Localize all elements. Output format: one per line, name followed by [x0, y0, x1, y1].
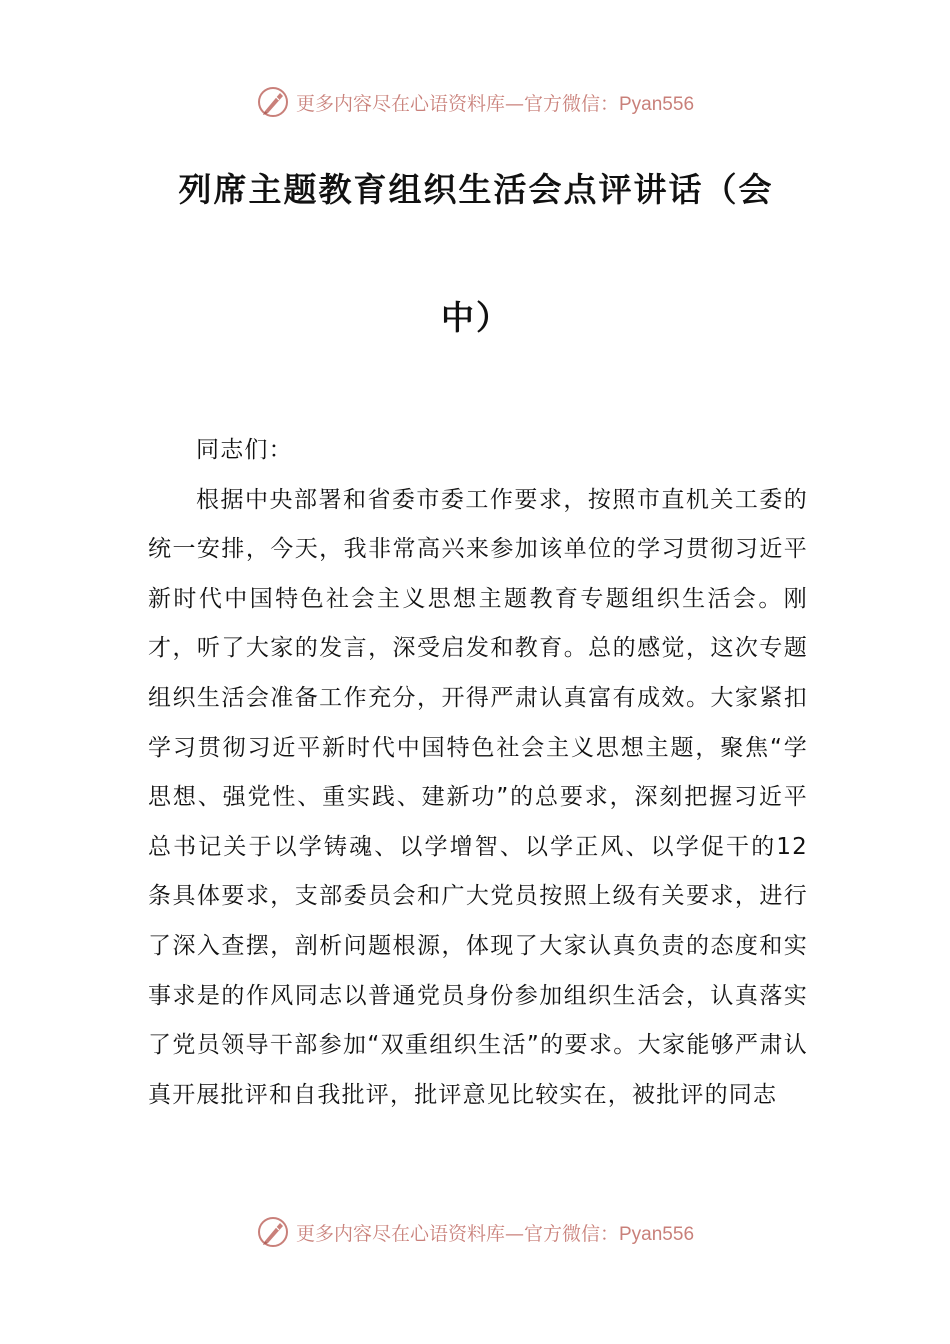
header-watermark — [0, 82, 950, 122]
watermark-label: 官方微信： — [523, 1222, 619, 1245]
watermark-id: Pyan556 — [619, 1223, 695, 1245]
watermark-text — [296, 89, 694, 116]
document-body — [148, 426, 808, 1120]
title-line-2: 中） — [441, 298, 511, 337]
watermark-label: 官方微信： — [523, 92, 619, 115]
watermark-id: Pyan556 — [619, 93, 695, 115]
paragraph-1: 根据中央部署和省委市委工作要求，按照市直机关工委的统一安排，今天，我非常高兴来参加该单位的学习贯彻习近平新时代中国特色社会主义思想主题教育专题组织生活会。刚才，听了大家的发言，深受启发和教育。总的感觉，这次专题组织生活会准备工作充分，开得严肃认真富有成效。大家紧扣学习贯彻习近平新时代中国特色社会主义思想主题，聚焦“学思想、强党性、重实践、建新功”的总要求，深刻把握习近平总书记关于以学铸魂、以学增智、以学正风、以学促干的12条具体要求，支部委员会和广大党员按照上级有关要求，进行了深入查摆，剖析问题根源，体现了大家认真负责的态度和实事求是的作风同志以普通党员身份参加组织生活会，认真落实了党员领导干部参加“双重组织生活”的要求。大家能够严肃认真开展批评和自我批评，批评意见比较实在，被批评的同志 — [148, 486, 808, 1108]
quill-logo-icon — [256, 1215, 290, 1249]
watermark-separator: — — [504, 92, 524, 115]
quill-logo-icon — [256, 85, 290, 119]
watermark-prefix: 更多内容尽在心语资料库 — [295, 92, 505, 115]
watermark-text — [296, 1219, 694, 1246]
document-title — [148, 172, 804, 382]
watermark-separator: — — [504, 1222, 524, 1245]
footer-watermark — [0, 1212, 950, 1252]
greeting: 同志们： — [196, 437, 293, 463]
title-line-1: 列席主题教育组织生活会点评讲话（会 — [178, 170, 774, 209]
watermark-prefix: 更多内容尽在心语资料库 — [295, 1222, 505, 1245]
